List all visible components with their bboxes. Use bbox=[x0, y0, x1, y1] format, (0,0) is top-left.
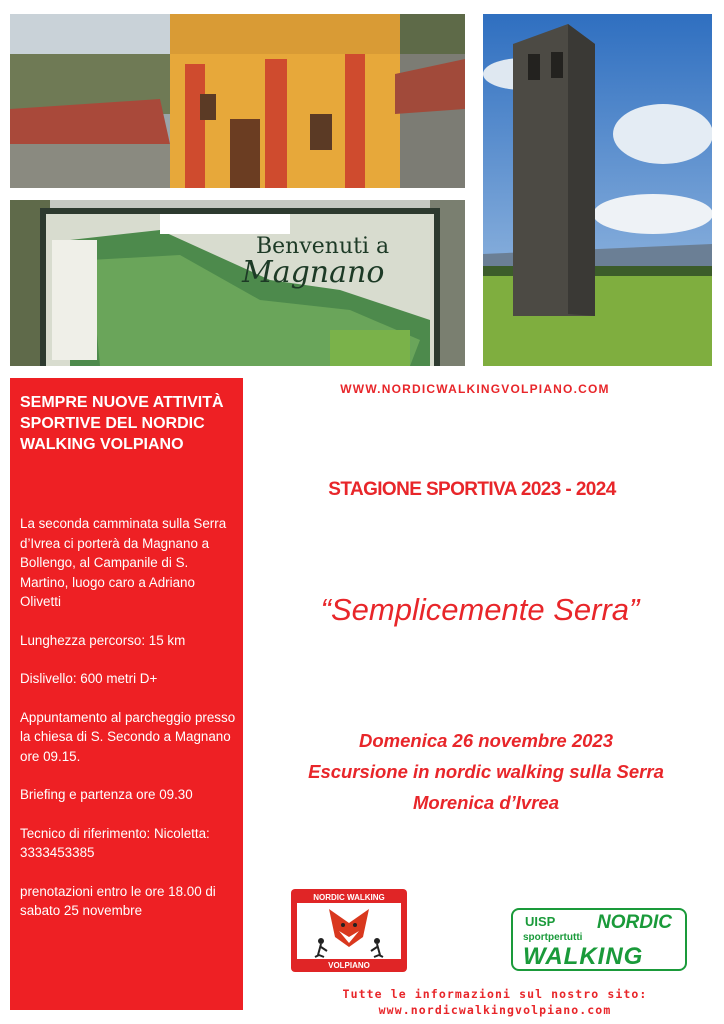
fox-walkers-logo bbox=[291, 889, 407, 972]
footer-line: Tutte le informazioni sul nostro sito: bbox=[342, 987, 648, 1001]
event-line: Morenica d’Ivrea bbox=[412, 792, 559, 813]
sign-heading-large: Magnano bbox=[242, 255, 385, 290]
panel-paragraph: Briefing e partenza ore 09.30 bbox=[20, 787, 193, 802]
panel-paragraph: Tecnico di riferimento: Nicoletta: 3333453385 bbox=[20, 825, 210, 860]
uisp-nordic-walking-logo bbox=[511, 908, 687, 971]
panel-paragraph: Lunghezza percorso: 15 km bbox=[20, 632, 186, 648]
info-panel bbox=[10, 378, 243, 1010]
footer-url[interactable]: www.nordicwalkingvolpiano.com bbox=[378, 1003, 612, 1017]
nordic-word: NORDIC bbox=[597, 912, 672, 933]
panel-paragraph: La seconda camminata sulla Serra d’Ivrea ci porterà da Magnano a Bollengo, al Campanile di S. Martino, luogo caro a Adriano Olivetti bbox=[20, 516, 227, 609]
panel-paragraph: Appuntamento al parcheggio presso la chiesa di S. Secondo a Magnano ore 09.15. bbox=[20, 709, 236, 764]
panel-body bbox=[20, 514, 238, 940]
panel-paragraph: prenotazioni entro le ore 18.00 di sabato 25 novembre bbox=[20, 883, 216, 918]
footer bbox=[300, 986, 690, 1018]
logo-top-text: NORDIC WALKING bbox=[313, 893, 385, 902]
welcome-sign-photo bbox=[10, 200, 465, 366]
event-date: Domenica 26 novembre 2023 bbox=[359, 730, 613, 751]
event-line: Escursione in nordic walking sulla Serra bbox=[308, 761, 664, 782]
sportpertutti-word: sportpertutti bbox=[523, 932, 583, 943]
season-heading: STAGIONE SPORTIVA 2023 - 2024 bbox=[328, 479, 616, 500]
walking-word: WALKING bbox=[523, 943, 644, 970]
event-title: “Semplicemente Serra” bbox=[320, 592, 640, 627]
panel-paragraph: Dislivello: 600 metri D+ bbox=[20, 671, 158, 686]
panel-title: SEMPRE NUOVE ATTIVITÀ SPORTIVE DEL NORDIC WALKING VOLPIANO bbox=[20, 394, 224, 453]
uisp-word: UISP bbox=[525, 914, 556, 929]
church-facade-photo bbox=[10, 14, 465, 188]
fox-icon bbox=[291, 889, 407, 972]
event-details bbox=[255, 725, 717, 818]
sign-heading-small: Benvenuti a bbox=[256, 234, 390, 259]
site-url[interactable]: WWW.NORDICWALKINGVOLPIANO.COM bbox=[340, 382, 610, 396]
logo-bottom-text: VOLPIANO bbox=[328, 961, 370, 970]
bell-tower-photo bbox=[483, 14, 712, 366]
